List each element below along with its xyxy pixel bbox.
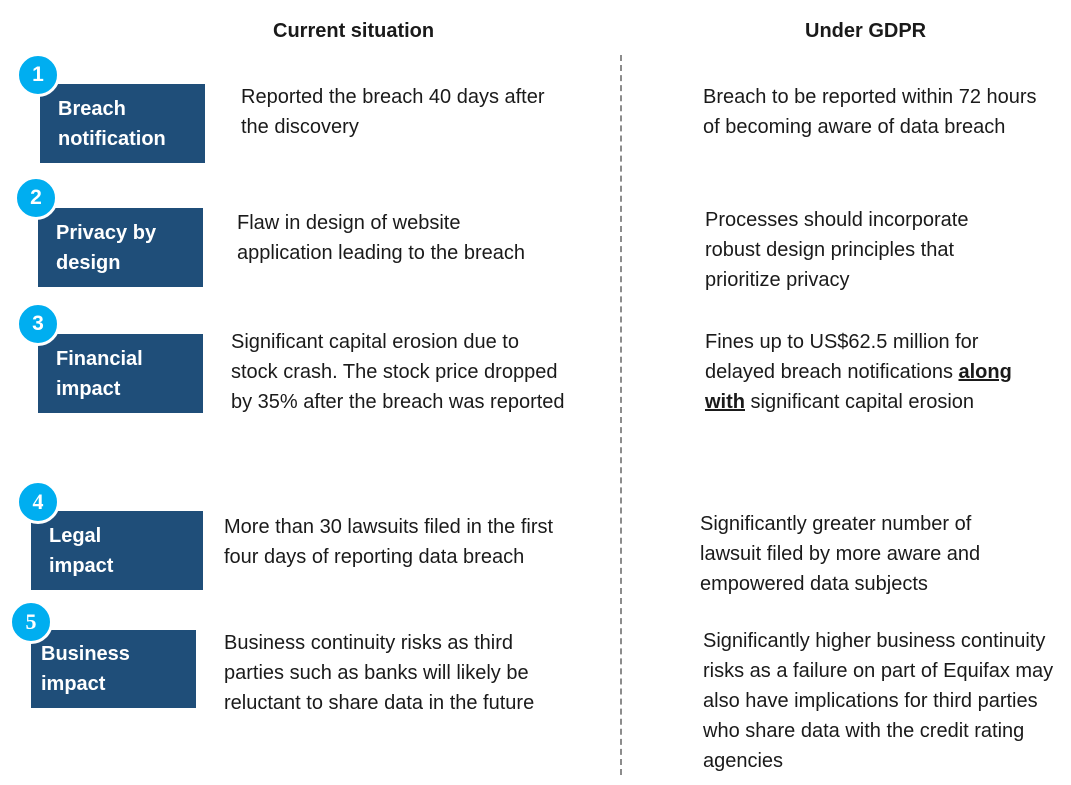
current-situation-text: Reported the breach 40 days after the discovery bbox=[241, 86, 545, 138]
category-label-line1: Legal bbox=[49, 524, 102, 547]
category-box-financial-impact bbox=[38, 334, 203, 413]
category-label-line1: Breach bbox=[58, 97, 126, 120]
category-label-line1: Financial bbox=[56, 347, 143, 370]
step-number-badge: 5 bbox=[9, 600, 53, 644]
header-current-situation: Current situation bbox=[273, 20, 435, 42]
gdpr-text bbox=[705, 327, 1020, 417]
gdpr-text: Breach to be reported within 72 hours of becoming aware of data breach bbox=[703, 86, 1037, 138]
current-situation-text: Flaw in design of website application leading to the breach bbox=[237, 212, 525, 264]
category-label-line1: Privacy by bbox=[56, 221, 157, 244]
category-label-line2: notification bbox=[58, 127, 166, 150]
gdpr-text: Processes should incorporate robust design principles that prioritize privacy bbox=[705, 209, 969, 291]
category-box-legal-impact bbox=[31, 511, 203, 590]
gdpr-text: Significantly higher business continuity risks as a failure on part of Equifax may also have implications for third parties who share data with the credit rating agencies bbox=[703, 630, 1054, 772]
category-box-business-impact bbox=[31, 630, 196, 708]
category-box-privacy-by-design bbox=[38, 208, 203, 287]
column-divider bbox=[620, 55, 622, 775]
category-box-breach-notification bbox=[40, 84, 205, 163]
gdpr-text-part2: significant capital erosion bbox=[745, 391, 975, 413]
category-label-line1: Business bbox=[41, 643, 130, 665]
step-number-badge: 1 bbox=[16, 53, 60, 97]
category-label-line2: impact bbox=[56, 377, 121, 400]
gdpr-text-part1: Fines up to US$62.5 million for delayed breach notifications bbox=[705, 331, 979, 383]
step-number-badge: 2 bbox=[14, 176, 58, 220]
current-situation-text: More than 30 lawsuits filed in the first four days of reporting data breach bbox=[224, 516, 554, 568]
current-situation-text: Business continuity risks as third parties such as banks will likely be reluctant to share data in the future bbox=[224, 632, 535, 714]
category-label-line2: design bbox=[56, 251, 121, 274]
step-number-badge: 4 bbox=[16, 480, 60, 524]
current-situation-text: Significant capital erosion due to stock crash. The stock price dropped by 35% after the breach was reported bbox=[231, 331, 565, 413]
header-under-gdpr: Under GDPR bbox=[805, 20, 927, 42]
gdpr-text: Significantly greater number of lawsuit filed by more aware and empowered data subjects bbox=[700, 513, 981, 595]
gdpr-emphasis: along with bbox=[705, 361, 1012, 413]
category-label-line2: impact bbox=[49, 554, 114, 577]
step-number-badge: 3 bbox=[16, 302, 60, 346]
category-label-line2: impact bbox=[41, 673, 106, 695]
